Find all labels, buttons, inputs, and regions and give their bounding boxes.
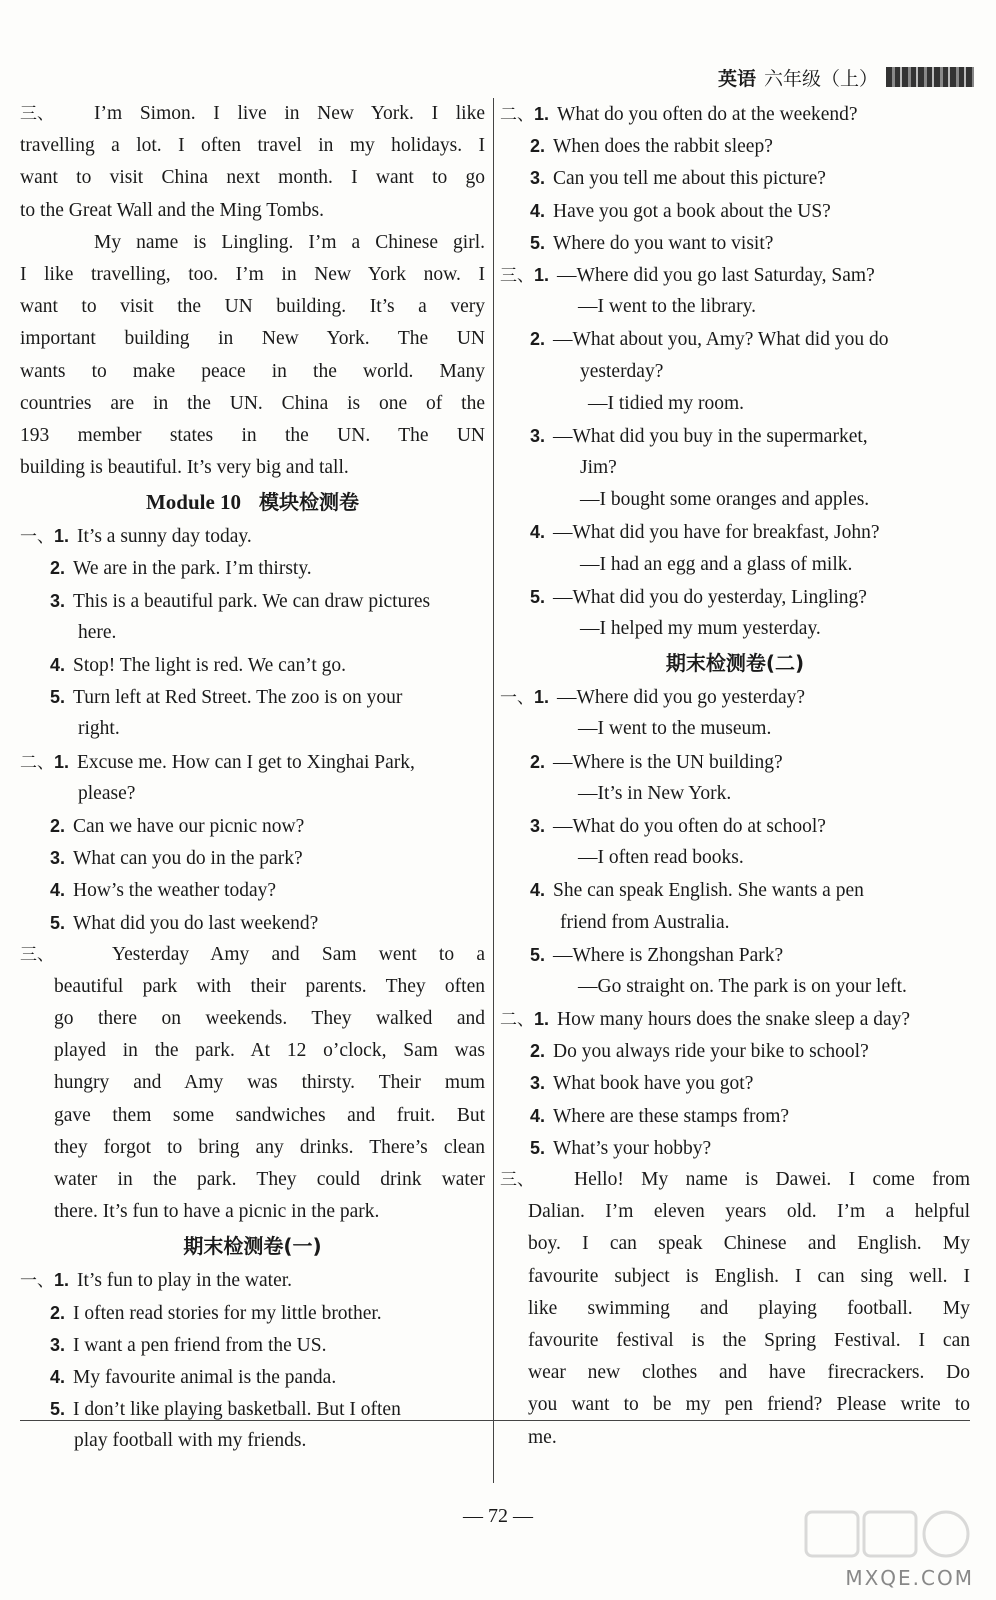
final1-title: 期末检测卷(一) <box>183 1234 322 1259</box>
passage-line: 三、 I’m Simon. I live in New York. I like <box>20 98 485 130</box>
passage-line: there. It’s fun to have a picnic in the park. <box>54 1201 380 1223</box>
list-item-cont: play football with my friends. <box>74 1430 307 1452</box>
dialogue-line: —I often read books. <box>578 847 744 869</box>
passage-line: favourite festival is the Spring Festival. I can <box>528 1329 970 1351</box>
list-item: 5. I don’t like playing basketball. But I often <box>50 1399 401 1421</box>
list-item: 3. What can you do in the park? <box>50 848 303 870</box>
header-grade: 六年级（上） <box>763 67 878 90</box>
passage-line: like swimming and playing football. My <box>528 1297 970 1319</box>
passage-line: 三、 Hello! My name is Dawei. I come from <box>500 1169 970 1190</box>
page-header <box>718 62 974 92</box>
list-item: 3. This is a beautiful park. We can draw pictures <box>50 590 431 612</box>
left-column <box>20 98 485 1458</box>
list-item: 一、1. It’s a sunny day today. <box>20 526 252 548</box>
dialogue-line: —Go straight on. The park is on your left. <box>578 975 907 997</box>
list-item: 4. My favourite animal is the panda. <box>50 1366 337 1388</box>
passage-line: to the Great Wall and the Ming Tombs. <box>20 199 324 221</box>
passage-line: want to visit the UN building. It’s a very <box>20 296 485 318</box>
list-item: 5. —What did you do yesterday, Lingling? <box>530 586 867 608</box>
header-decoration <box>886 67 974 87</box>
list-item: 2. —What about you, Amy? What did you do <box>530 329 889 351</box>
passage-line: you want to be my pen friend? Please write to <box>528 1394 970 1416</box>
passage-line: beautiful park with their parents. They often <box>54 975 485 997</box>
passage-line: go there on weekends. They walked and <box>54 1008 485 1030</box>
passage-line: Dalian. I’m eleven years old. I’m a helpful <box>528 1201 970 1223</box>
section-marker: 三、 <box>20 104 54 124</box>
right-column <box>500 98 970 1454</box>
list-item: 2. Do you always ride your bike to school? <box>530 1041 869 1063</box>
passage-line: hungry and Amy was thirsty. Their mum <box>54 1072 485 1094</box>
list-item: 2. I often read stories for my little brother. <box>50 1302 382 1324</box>
list-item-cont: please? <box>78 782 136 804</box>
final2-title: 期末检测卷(二) <box>665 651 805 676</box>
list-item-cont: here. <box>78 621 117 643</box>
list-item: 3. —What did you buy in the supermarket, <box>530 425 868 447</box>
passage-line: played in the park. At 12 o’clock, Sam was <box>54 1040 485 1062</box>
passage-line: countries are in the UN. China is one of the <box>20 392 485 414</box>
list-item: 5. What did you do last weekend? <box>50 912 319 934</box>
dialogue-line: —I helped my mum yesterday. <box>580 618 821 639</box>
dialogue-line: —I went to the museum. <box>578 718 772 740</box>
list-item: 3. I want a pen friend from the US. <box>50 1334 327 1356</box>
list-item: 4. Where are these stamps from? <box>530 1105 790 1127</box>
list-item: 2. —Where is the UN building? <box>530 751 783 773</box>
list-item: 三、1. —Where did you go last Saturday, Sam? <box>500 264 875 286</box>
list-item: 5. Where do you want to visit? <box>530 232 774 254</box>
passage-line: favourite subject is English. I can sing well. I <box>528 1265 970 1287</box>
page-number: — 72 — <box>463 1505 533 1527</box>
list-item: 4. She can speak English. She wants a pen <box>530 880 864 902</box>
list-item: 4. —What did you have for breakfast, John? <box>530 522 880 544</box>
passage-line: wear new clothes and have firecrackers. Do <box>528 1362 970 1384</box>
list-item: 二、1. How many hours does the snake sleep a day? <box>500 1009 911 1031</box>
passage-line: building is beautiful. It’s very big and tall. <box>20 457 349 479</box>
list-item: 2. We are in the park. I’m thirsty. <box>50 558 312 580</box>
passage-line: they forgot to bring any drinks. There’s clean <box>54 1136 485 1158</box>
list-item: 一、1. —Where did you go yesterday? <box>500 687 806 709</box>
list-item: 4. How’s the weather today? <box>50 880 277 902</box>
module10-title: Module 10 模块检测卷 <box>145 490 360 515</box>
column-divider <box>493 98 494 1483</box>
dialogue-line: —I went to the library. <box>578 296 756 318</box>
passage-line: important building in New York. The UN <box>20 328 485 350</box>
passage-line: wants to make peace in the world. Many <box>20 360 485 382</box>
list-item: 二、1. What do you often do at the weekend? <box>500 104 858 125</box>
dialogue-line: friend from Australia. <box>560 911 730 933</box>
list-item: 2. Can we have our picnic now? <box>50 815 305 837</box>
list-item: 5. Turn left at Red Street. The zoo is on your <box>50 687 403 709</box>
passage-line: water in the park. They could drink water <box>54 1169 485 1190</box>
list-item: 4. Have you got a book about the US? <box>530 200 831 222</box>
list-item: 二、1. Excuse me. How can I get to Xinghai Park, <box>20 751 415 773</box>
dialogue-line: —It’s in New York. <box>578 782 732 804</box>
passage-line: boy. I can speak Chinese and English. My <box>528 1233 970 1255</box>
passage-line: gave them some sandwiches and fruit. But <box>54 1104 485 1126</box>
list-item: 5. —Where is Zhongshan Park? <box>530 944 784 966</box>
list-item: 4. Stop! The light is red. We can’t go. <box>50 655 347 676</box>
passage-line: want to visit China next month. I want to go <box>20 167 485 189</box>
list-item: 2. When does the rabbit sleep? <box>530 136 773 158</box>
dialogue-line: Jim? <box>580 457 617 479</box>
list-item: 3. Can you tell me about this picture? <box>530 168 826 190</box>
list-item: 3. What book have you got? <box>530 1073 754 1095</box>
dialogue-line: —I had an egg and a glass of milk. <box>580 553 853 575</box>
passage-line: 193 member states in the UN. The UN <box>20 424 485 446</box>
dialogue-line: —I bought some oranges and apples. <box>580 489 870 511</box>
passage-line: I like travelling, too. I’m in New York now. I <box>20 263 485 285</box>
passage-line: me. <box>528 1426 557 1448</box>
dialogue-line: —I tidied my room. <box>588 392 744 414</box>
header-subject: 英语 <box>717 67 756 90</box>
list-item: 5. What’s your hobby? <box>530 1137 712 1159</box>
passage-line: My name is Lingling. I’m a Chinese girl. <box>94 231 485 253</box>
list-item-cont: right. <box>78 718 120 740</box>
list-item: 3. —What do you often do at school? <box>530 815 826 837</box>
list-item: 一、1. It’s fun to play in the water. <box>20 1270 293 1292</box>
passage-line: travelling a lot. I often travel in my holidays. I <box>20 135 485 157</box>
watermark-text: MXQE.COM <box>845 1566 974 1590</box>
dialogue-line: yesterday? <box>580 360 664 382</box>
passage-line: 三、 Yesterday Amy and Sam went to a <box>20 943 485 965</box>
